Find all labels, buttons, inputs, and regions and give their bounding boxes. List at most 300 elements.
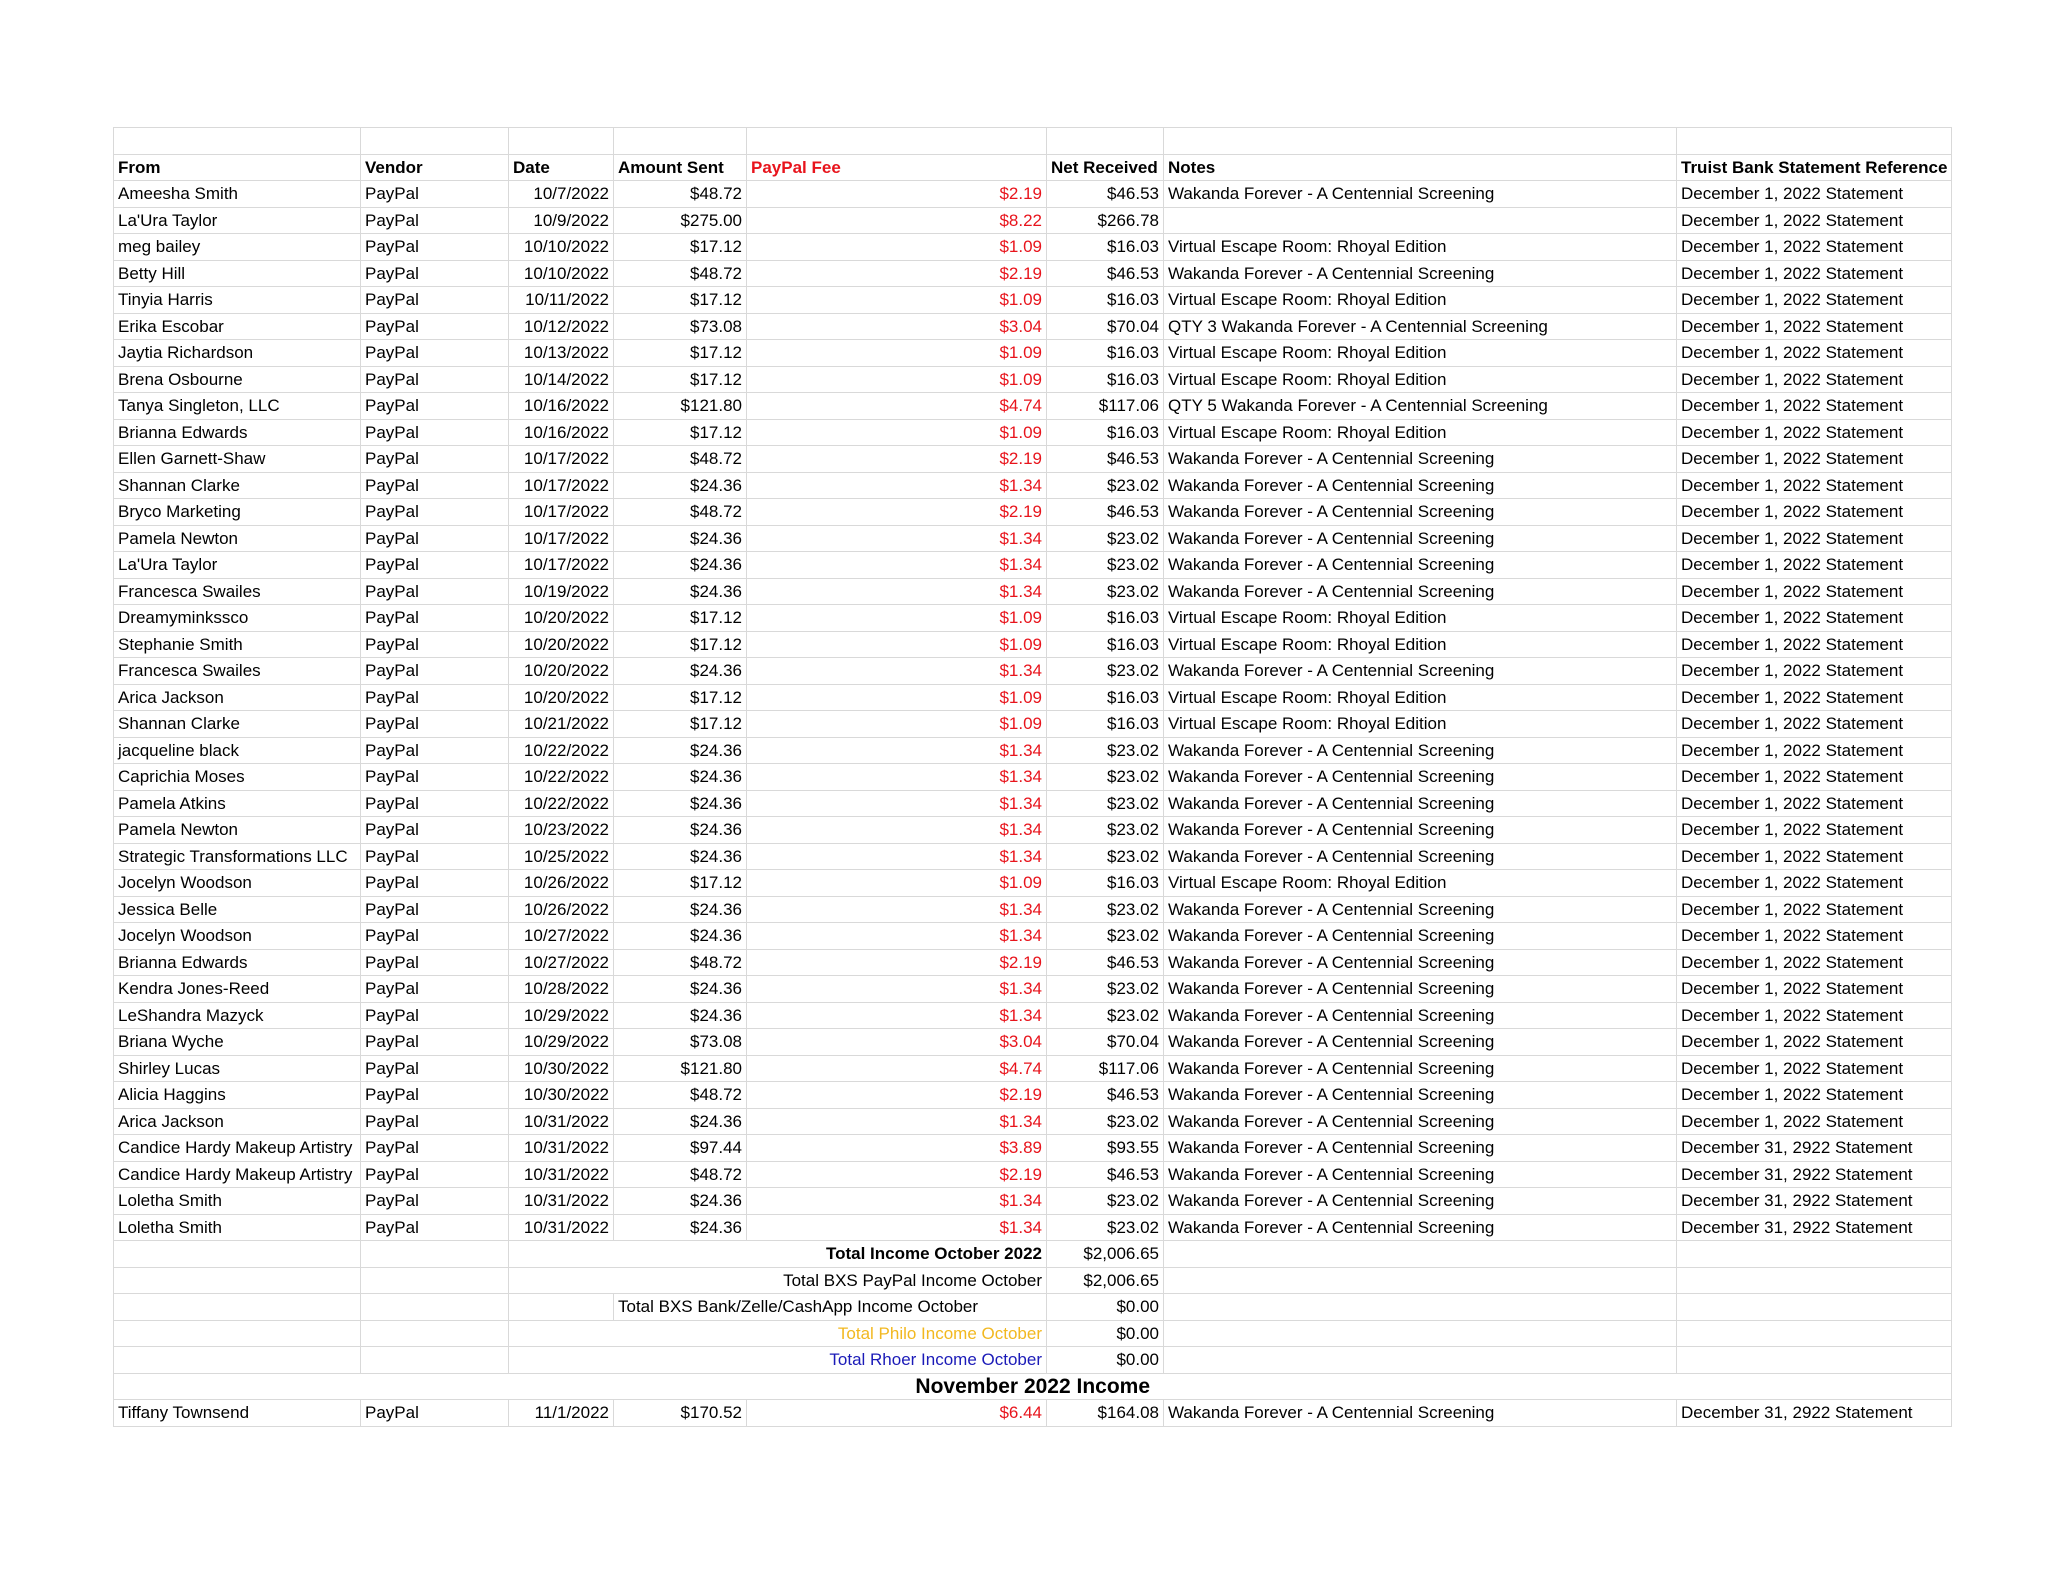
cell-net-received[interactable]: $16.03 <box>1047 287 1164 314</box>
cell-notes[interactable]: Virtual Escape Room: Rhoyal Edition <box>1164 605 1677 632</box>
cell-amount-sent[interactable]: $48.72 <box>614 260 747 287</box>
header-amount-sent[interactable]: Amount Sent <box>614 154 747 181</box>
cell-bank-ref[interactable]: December 1, 2022 Statement <box>1677 684 1952 711</box>
cell-amount-sent[interactable]: $24.36 <box>614 843 747 870</box>
cell-from[interactable]: Loletha Smith <box>114 1188 361 1215</box>
cell-notes[interactable]: Wakanda Forever - A Centennial Screening <box>1164 817 1677 844</box>
cell-vendor[interactable]: PayPal <box>361 552 509 579</box>
cell-bank-ref[interactable]: December 1, 2022 Statement <box>1677 843 1952 870</box>
cell-vendor[interactable]: PayPal <box>361 340 509 367</box>
cell-amount-sent[interactable]: $24.36 <box>614 1214 747 1241</box>
cell-amount-sent[interactable]: $48.72 <box>614 181 747 208</box>
cell-from[interactable]: Loletha Smith <box>114 1214 361 1241</box>
cell-vendor[interactable]: PayPal <box>361 181 509 208</box>
cell-paypal-fee[interactable]: $1.34 <box>747 1214 1047 1241</box>
cell-net-received[interactable]: $70.04 <box>1047 313 1164 340</box>
cell-date[interactable]: 10/29/2022 <box>509 1002 614 1029</box>
cell-notes[interactable]: QTY 5 Wakanda Forever - A Centennial Screening <box>1164 393 1677 420</box>
cell-notes[interactable]: Wakanda Forever - A Centennial Screening <box>1164 923 1677 950</box>
cell-net-received[interactable]: $23.02 <box>1047 1188 1164 1215</box>
cell-notes[interactable]: Virtual Escape Room: Rhoyal Edition <box>1164 419 1677 446</box>
cell-from[interactable]: Jaytia Richardson <box>114 340 361 367</box>
cell-bank-ref[interactable]: December 1, 2022 Statement <box>1677 1108 1952 1135</box>
cell-vendor[interactable]: PayPal <box>361 419 509 446</box>
cell-amount-sent[interactable]: $17.12 <box>614 419 747 446</box>
cell-amount-sent[interactable]: $24.36 <box>614 896 747 923</box>
cell-notes[interactable]: Wakanda Forever - A Centennial Screening <box>1164 896 1677 923</box>
cell-from[interactable]: Jessica Belle <box>114 896 361 923</box>
cell-vendor[interactable]: PayPal <box>361 843 509 870</box>
total-bank-label[interactable]: Total BXS Bank/Zelle/CashApp Income October <box>614 1294 1047 1321</box>
cell-notes[interactable]: QTY 3 Wakanda Forever - A Centennial Screening <box>1164 313 1677 340</box>
cell-net-received[interactable]: $266.78 <box>1047 207 1164 234</box>
cell-vendor[interactable]: PayPal <box>361 1214 509 1241</box>
cell-net-received[interactable]: $46.53 <box>1047 1161 1164 1188</box>
cell-bank-ref[interactable]: December 31, 2922 Statement <box>1677 1135 1952 1162</box>
cell-paypal-fee[interactable]: $1.09 <box>747 684 1047 711</box>
cell-date[interactable]: 10/20/2022 <box>509 605 614 632</box>
cell-vendor[interactable]: PayPal <box>361 976 509 1003</box>
cell-notes[interactable]: Wakanda Forever - A Centennial Screening <box>1164 1400 1677 1427</box>
cell-amount-sent[interactable]: $73.08 <box>614 313 747 340</box>
cell-date[interactable]: 10/16/2022 <box>509 393 614 420</box>
cell-bank-ref[interactable]: December 1, 2022 Statement <box>1677 181 1952 208</box>
cell-bank-ref[interactable]: December 31, 2922 Statement <box>1677 1400 1952 1427</box>
cell-paypal-fee[interactable]: $3.89 <box>747 1135 1047 1162</box>
cell-date[interactable]: 10/20/2022 <box>509 684 614 711</box>
cell-paypal-fee[interactable]: $1.09 <box>747 340 1047 367</box>
cell-vendor[interactable]: PayPal <box>361 1055 509 1082</box>
cell-from[interactable]: Tinyia Harris <box>114 287 361 314</box>
cell-notes[interactable]: Wakanda Forever - A Centennial Screening <box>1164 790 1677 817</box>
cell-paypal-fee[interactable]: $1.34 <box>747 1188 1047 1215</box>
cell-bank-ref[interactable]: December 1, 2022 Statement <box>1677 578 1952 605</box>
cell-vendor[interactable]: PayPal <box>361 711 509 738</box>
cell-net-received[interactable]: $23.02 <box>1047 923 1164 950</box>
cell-from[interactable]: Kendra Jones-Reed <box>114 976 361 1003</box>
cell-date[interactable]: 10/22/2022 <box>509 790 614 817</box>
cell-amount-sent[interactable]: $48.72 <box>614 1082 747 1109</box>
cell-amount-sent[interactable]: $97.44 <box>614 1135 747 1162</box>
cell-amount-sent[interactable]: $24.36 <box>614 764 747 791</box>
cell-vendor[interactable]: PayPal <box>361 1400 509 1427</box>
cell-bank-ref[interactable]: December 1, 2022 Statement <box>1677 393 1952 420</box>
cell-from[interactable]: Ameesha Smith <box>114 181 361 208</box>
cell-date[interactable]: 10/7/2022 <box>509 181 614 208</box>
cell-bank-ref[interactable]: December 1, 2022 Statement <box>1677 1002 1952 1029</box>
cell-amount-sent[interactable]: $73.08 <box>614 1029 747 1056</box>
cell-notes[interactable]: Wakanda Forever - A Centennial Screening <box>1164 181 1677 208</box>
cell-notes[interactable] <box>1164 207 1677 234</box>
cell-notes[interactable]: Wakanda Forever - A Centennial Screening <box>1164 949 1677 976</box>
total-rhoer-label[interactable]: Total Rhoer Income October <box>509 1347 1047 1374</box>
cell-vendor[interactable]: PayPal <box>361 658 509 685</box>
cell-amount-sent[interactable]: $17.12 <box>614 684 747 711</box>
cell-amount-sent[interactable]: $24.36 <box>614 1108 747 1135</box>
cell-notes[interactable]: Wakanda Forever - A Centennial Screening <box>1164 1108 1677 1135</box>
cell-vendor[interactable]: PayPal <box>361 1108 509 1135</box>
cell-vendor[interactable]: PayPal <box>361 313 509 340</box>
cell-notes[interactable]: Virtual Escape Room: Rhoyal Edition <box>1164 287 1677 314</box>
cell-net-received[interactable]: $164.08 <box>1047 1400 1164 1427</box>
cell-paypal-fee[interactable]: $2.19 <box>747 1161 1047 1188</box>
cell-amount-sent[interactable]: $24.36 <box>614 552 747 579</box>
cell-notes[interactable]: Wakanda Forever - A Centennial Screening <box>1164 1055 1677 1082</box>
cell-date[interactable]: 10/14/2022 <box>509 366 614 393</box>
cell-vendor[interactable]: PayPal <box>361 1161 509 1188</box>
cell-amount-sent[interactable]: $24.36 <box>614 472 747 499</box>
cell-notes[interactable]: Virtual Escape Room: Rhoyal Edition <box>1164 631 1677 658</box>
cell-paypal-fee[interactable]: $1.09 <box>747 605 1047 632</box>
cell-vendor[interactable]: PayPal <box>361 525 509 552</box>
cell-net-received[interactable]: $117.06 <box>1047 393 1164 420</box>
cell-date[interactable]: 10/17/2022 <box>509 472 614 499</box>
cell-vendor[interactable]: PayPal <box>361 605 509 632</box>
cell-from[interactable]: Candice Hardy Makeup Artistry <box>114 1161 361 1188</box>
cell-net-received[interactable]: $23.02 <box>1047 578 1164 605</box>
cell-paypal-fee[interactable]: $3.04 <box>747 1029 1047 1056</box>
cell-vendor[interactable]: PayPal <box>361 366 509 393</box>
cell-notes[interactable]: Virtual Escape Room: Rhoyal Edition <box>1164 711 1677 738</box>
cell-amount-sent[interactable]: $121.80 <box>614 1055 747 1082</box>
cell-date[interactable]: 10/31/2022 <box>509 1214 614 1241</box>
cell-notes[interactable]: Wakanda Forever - A Centennial Screening <box>1164 578 1677 605</box>
cell-vendor[interactable]: PayPal <box>361 1188 509 1215</box>
cell-bank-ref[interactable]: December 1, 2022 Statement <box>1677 446 1952 473</box>
cell-notes[interactable]: Wakanda Forever - A Centennial Screening <box>1164 472 1677 499</box>
cell-notes[interactable]: Wakanda Forever - A Centennial Screening <box>1164 1082 1677 1109</box>
cell-notes[interactable]: Wakanda Forever - A Centennial Screening <box>1164 260 1677 287</box>
cell-from[interactable]: Alicia Haggins <box>114 1082 361 1109</box>
cell-notes[interactable]: Wakanda Forever - A Centennial Screening <box>1164 1135 1677 1162</box>
cell-date[interactable]: 10/22/2022 <box>509 737 614 764</box>
cell-from[interactable]: meg bailey <box>114 234 361 261</box>
cell-from[interactable]: Strategic Transformations LLC <box>114 843 361 870</box>
cell-net-received[interactable]: $46.53 <box>1047 181 1164 208</box>
total-income-label[interactable]: Total Income October 2022 <box>509 1241 1047 1268</box>
cell-from[interactable]: jacqueline black <box>114 737 361 764</box>
cell-net-received[interactable]: $23.02 <box>1047 658 1164 685</box>
cell-bank-ref[interactable]: December 1, 2022 Statement <box>1677 605 1952 632</box>
cell-net-received[interactable]: $23.02 <box>1047 472 1164 499</box>
cell-net-received[interactable]: $23.02 <box>1047 737 1164 764</box>
cell-net-received[interactable]: $16.03 <box>1047 340 1164 367</box>
total-paypal-label[interactable]: Total BXS PayPal Income October <box>509 1267 1047 1294</box>
cell-paypal-fee[interactable]: $1.09 <box>747 234 1047 261</box>
cell-notes[interactable]: Wakanda Forever - A Centennial Screening <box>1164 552 1677 579</box>
cell-notes[interactable]: Wakanda Forever - A Centennial Screening <box>1164 1188 1677 1215</box>
cell-bank-ref[interactable]: December 1, 2022 Statement <box>1677 234 1952 261</box>
cell-date[interactable]: 10/17/2022 <box>509 552 614 579</box>
cell-vendor[interactable]: PayPal <box>361 287 509 314</box>
cell-date[interactable]: 10/30/2022 <box>509 1055 614 1082</box>
cell-amount-sent[interactable]: $24.36 <box>614 923 747 950</box>
cell-from[interactable]: Shannan Clarke <box>114 472 361 499</box>
cell-paypal-fee[interactable]: $1.09 <box>747 366 1047 393</box>
cell-paypal-fee[interactable]: $2.19 <box>747 446 1047 473</box>
cell-vendor[interactable]: PayPal <box>361 234 509 261</box>
cell-amount-sent[interactable]: $24.36 <box>614 578 747 605</box>
cell-net-received[interactable]: $70.04 <box>1047 1029 1164 1056</box>
cell-amount-sent[interactable]: $17.12 <box>614 234 747 261</box>
cell-paypal-fee[interactable]: $3.04 <box>747 313 1047 340</box>
cell-bank-ref[interactable]: December 1, 2022 Statement <box>1677 525 1952 552</box>
cell-date[interactable]: 10/11/2022 <box>509 287 614 314</box>
cell-from[interactable]: Francesca Swailes <box>114 658 361 685</box>
cell-date[interactable]: 10/17/2022 <box>509 446 614 473</box>
cell-net-received[interactable]: $23.02 <box>1047 525 1164 552</box>
cell-from[interactable]: Pamela Atkins <box>114 790 361 817</box>
cell-vendor[interactable]: PayPal <box>361 446 509 473</box>
cell-from[interactable]: Brianna Edwards <box>114 949 361 976</box>
cell-date[interactable]: 10/31/2022 <box>509 1161 614 1188</box>
total-income-value[interactable]: $2,006.65 <box>1047 1241 1164 1268</box>
cell-paypal-fee[interactable]: $1.34 <box>747 578 1047 605</box>
cell-amount-sent[interactable]: $48.72 <box>614 446 747 473</box>
cell-bank-ref[interactable]: December 1, 2022 Statement <box>1677 499 1952 526</box>
cell-date[interactable]: 10/13/2022 <box>509 340 614 367</box>
cell-vendor[interactable]: PayPal <box>361 737 509 764</box>
cell-net-received[interactable]: $23.02 <box>1047 843 1164 870</box>
cell-from[interactable]: Shirley Lucas <box>114 1055 361 1082</box>
cell-date[interactable]: 10/27/2022 <box>509 949 614 976</box>
cell-paypal-fee[interactable]: $1.34 <box>747 923 1047 950</box>
cell-date[interactable]: 10/17/2022 <box>509 499 614 526</box>
cell-net-received[interactable]: $16.03 <box>1047 684 1164 711</box>
cell-from[interactable]: LeShandra Mazyck <box>114 1002 361 1029</box>
cell-paypal-fee[interactable]: $1.34 <box>747 1108 1047 1135</box>
cell-net-received[interactable]: $117.06 <box>1047 1055 1164 1082</box>
cell-from[interactable]: Arica Jackson <box>114 1108 361 1135</box>
cell-date[interactable]: 10/31/2022 <box>509 1108 614 1135</box>
cell-amount-sent[interactable]: $24.36 <box>614 1188 747 1215</box>
cell-net-received[interactable]: $16.03 <box>1047 711 1164 738</box>
cell-notes[interactable]: Wakanda Forever - A Centennial Screening <box>1164 737 1677 764</box>
cell-from[interactable]: Bryco Marketing <box>114 499 361 526</box>
cell-date[interactable]: 10/31/2022 <box>509 1135 614 1162</box>
cell-vendor[interactable]: PayPal <box>361 870 509 897</box>
cell-amount-sent[interactable]: $48.72 <box>614 1161 747 1188</box>
cell-vendor[interactable]: PayPal <box>361 1002 509 1029</box>
cell-bank-ref[interactable]: December 1, 2022 Statement <box>1677 1055 1952 1082</box>
cell-vendor[interactable]: PayPal <box>361 949 509 976</box>
cell-bank-ref[interactable]: December 1, 2022 Statement <box>1677 631 1952 658</box>
cell-amount-sent[interactable]: $17.12 <box>614 631 747 658</box>
cell-from[interactable]: Pamela Newton <box>114 817 361 844</box>
cell-from[interactable]: Jocelyn Woodson <box>114 870 361 897</box>
cell-from[interactable]: Brena Osbourne <box>114 366 361 393</box>
cell-amount-sent[interactable]: $24.36 <box>614 1002 747 1029</box>
cell-from[interactable]: Jocelyn Woodson <box>114 923 361 950</box>
cell-paypal-fee[interactable]: $1.09 <box>747 419 1047 446</box>
cell-paypal-fee[interactable]: $1.34 <box>747 764 1047 791</box>
header-notes[interactable]: Notes <box>1164 154 1677 181</box>
cell-from[interactable]: La'Ura Taylor <box>114 207 361 234</box>
cell-from[interactable]: Ellen Garnett-Shaw <box>114 446 361 473</box>
cell-vendor[interactable]: PayPal <box>361 764 509 791</box>
cell-amount-sent[interactable]: $48.72 <box>614 499 747 526</box>
cell-net-received[interactable]: $16.03 <box>1047 366 1164 393</box>
cell-amount-sent[interactable]: $121.80 <box>614 393 747 420</box>
cell-amount-sent[interactable]: $24.36 <box>614 976 747 1003</box>
cell-amount-sent[interactable]: $17.12 <box>614 870 747 897</box>
cell-date[interactable]: 10/10/2022 <box>509 260 614 287</box>
cell-from[interactable]: Dreamyminkssco <box>114 605 361 632</box>
cell-notes[interactable]: Virtual Escape Room: Rhoyal Edition <box>1164 684 1677 711</box>
cell-amount-sent[interactable]: $24.36 <box>614 790 747 817</box>
cell-paypal-fee[interactable]: $1.09 <box>747 870 1047 897</box>
total-paypal-value[interactable]: $2,006.65 <box>1047 1267 1164 1294</box>
cell-net-received[interactable]: $23.02 <box>1047 1214 1164 1241</box>
cell-bank-ref[interactable]: December 1, 2022 Statement <box>1677 207 1952 234</box>
cell-from[interactable]: Shannan Clarke <box>114 711 361 738</box>
cell-date[interactable]: 10/20/2022 <box>509 658 614 685</box>
cell-net-received[interactable]: $93.55 <box>1047 1135 1164 1162</box>
cell-date[interactable]: 10/30/2022 <box>509 1082 614 1109</box>
cell-from[interactable]: Briana Wyche <box>114 1029 361 1056</box>
cell-date[interactable]: 10/27/2022 <box>509 923 614 950</box>
cell-date[interactable]: 10/10/2022 <box>509 234 614 261</box>
cell-from[interactable]: Tanya Singleton, LLC <box>114 393 361 420</box>
cell-bank-ref[interactable]: December 1, 2022 Statement <box>1677 711 1952 738</box>
cell-bank-ref[interactable]: December 1, 2022 Statement <box>1677 896 1952 923</box>
cell-bank-ref[interactable]: December 31, 2922 Statement <box>1677 1161 1952 1188</box>
cell-paypal-fee[interactable]: $1.34 <box>747 472 1047 499</box>
cell-date[interactable]: 10/17/2022 <box>509 525 614 552</box>
cell-vendor[interactable]: PayPal <box>361 260 509 287</box>
header-paypal-fee[interactable]: PayPal Fee <box>747 154 1047 181</box>
cell-bank-ref[interactable]: December 1, 2022 Statement <box>1677 419 1952 446</box>
cell-paypal-fee[interactable]: $1.34 <box>747 790 1047 817</box>
cell-bank-ref[interactable]: December 1, 2022 Statement <box>1677 764 1952 791</box>
cell-vendor[interactable]: PayPal <box>361 1082 509 1109</box>
cell-paypal-fee[interactable]: $2.19 <box>747 949 1047 976</box>
cell-date[interactable]: 10/28/2022 <box>509 976 614 1003</box>
cell-from[interactable]: Candice Hardy Makeup Artistry <box>114 1135 361 1162</box>
cell-amount-sent[interactable]: $24.36 <box>614 658 747 685</box>
cell-vendor[interactable]: PayPal <box>361 207 509 234</box>
cell-from[interactable]: Francesca Swailes <box>114 578 361 605</box>
cell-bank-ref[interactable]: December 1, 2022 Statement <box>1677 313 1952 340</box>
cell-notes[interactable]: Wakanda Forever - A Centennial Screening <box>1164 1002 1677 1029</box>
cell-vendor[interactable]: PayPal <box>361 684 509 711</box>
total-philo-label[interactable]: Total Philo Income October <box>509 1320 1047 1347</box>
cell-net-received[interactable]: $46.53 <box>1047 1082 1164 1109</box>
cell-bank-ref[interactable]: December 31, 2922 Statement <box>1677 1188 1952 1215</box>
cell-net-received[interactable]: $23.02 <box>1047 790 1164 817</box>
cell-net-received[interactable]: $23.02 <box>1047 552 1164 579</box>
cell-bank-ref[interactable]: December 1, 2022 Statement <box>1677 949 1952 976</box>
cell-paypal-fee[interactable]: $1.34 <box>747 1002 1047 1029</box>
cell-date[interactable]: 10/26/2022 <box>509 896 614 923</box>
cell-notes[interactable]: Virtual Escape Room: Rhoyal Edition <box>1164 340 1677 367</box>
cell-bank-ref[interactable]: December 1, 2022 Statement <box>1677 658 1952 685</box>
cell-vendor[interactable]: PayPal <box>361 1135 509 1162</box>
cell-paypal-fee[interactable]: $1.34 <box>747 552 1047 579</box>
cell-date[interactable]: 10/22/2022 <box>509 764 614 791</box>
cell-paypal-fee[interactable]: $6.44 <box>747 1400 1047 1427</box>
cell-net-received[interactable]: $23.02 <box>1047 1002 1164 1029</box>
cell-notes[interactable]: Wakanda Forever - A Centennial Screening <box>1164 1214 1677 1241</box>
cell-notes[interactable]: Wakanda Forever - A Centennial Screening <box>1164 976 1677 1003</box>
cell-net-received[interactable]: $23.02 <box>1047 764 1164 791</box>
cell-bank-ref[interactable]: December 1, 2022 Statement <box>1677 1029 1952 1056</box>
cell-from[interactable]: Arica Jackson <box>114 684 361 711</box>
cell-vendor[interactable]: PayPal <box>361 393 509 420</box>
cell-date[interactable]: 10/21/2022 <box>509 711 614 738</box>
cell-date[interactable]: 11/1/2022 <box>509 1400 614 1427</box>
cell-paypal-fee[interactable]: $1.34 <box>747 525 1047 552</box>
cell-net-received[interactable]: $23.02 <box>1047 817 1164 844</box>
cell-bank-ref[interactable]: December 1, 2022 Statement <box>1677 340 1952 367</box>
cell-paypal-fee[interactable]: $1.09 <box>747 711 1047 738</box>
cell-bank-ref[interactable]: December 1, 2022 Statement <box>1677 870 1952 897</box>
cell-bank-ref[interactable]: December 1, 2022 Statement <box>1677 552 1952 579</box>
cell-from[interactable]: Betty Hill <box>114 260 361 287</box>
cell-paypal-fee[interactable]: $1.09 <box>747 287 1047 314</box>
cell-net-received[interactable]: $23.02 <box>1047 1108 1164 1135</box>
cell-amount-sent[interactable]: $170.52 <box>614 1400 747 1427</box>
cell-amount-sent[interactable]: $24.36 <box>614 525 747 552</box>
cell-notes[interactable]: Virtual Escape Room: Rhoyal Edition <box>1164 870 1677 897</box>
cell-bank-ref[interactable]: December 1, 2022 Statement <box>1677 287 1952 314</box>
cell-paypal-fee[interactable]: $1.34 <box>747 843 1047 870</box>
cell-amount-sent[interactable]: $17.12 <box>614 340 747 367</box>
cell-date[interactable]: 10/23/2022 <box>509 817 614 844</box>
cell-amount-sent[interactable]: $48.72 <box>614 949 747 976</box>
total-philo-value[interactable]: $0.00 <box>1047 1320 1164 1347</box>
cell-paypal-fee[interactable]: $1.34 <box>747 817 1047 844</box>
cell-date[interactable]: 10/16/2022 <box>509 419 614 446</box>
cell-paypal-fee[interactable]: $2.19 <box>747 181 1047 208</box>
cell-paypal-fee[interactable]: $4.74 <box>747 1055 1047 1082</box>
cell-from[interactable]: Stephanie Smith <box>114 631 361 658</box>
cell-bank-ref[interactable]: December 1, 2022 Statement <box>1677 1082 1952 1109</box>
cell-notes[interactable]: Wakanda Forever - A Centennial Screening <box>1164 446 1677 473</box>
cell-date[interactable]: 10/26/2022 <box>509 870 614 897</box>
cell-amount-sent[interactable]: $24.36 <box>614 737 747 764</box>
cell-notes[interactable]: Virtual Escape Room: Rhoyal Edition <box>1164 366 1677 393</box>
cell-notes[interactable]: Wakanda Forever - A Centennial Screening <box>1164 843 1677 870</box>
cell-net-received[interactable]: $23.02 <box>1047 896 1164 923</box>
cell-paypal-fee[interactable]: $4.74 <box>747 393 1047 420</box>
cell-notes[interactable]: Wakanda Forever - A Centennial Screening <box>1164 525 1677 552</box>
cell-notes[interactable]: Wakanda Forever - A Centennial Screening <box>1164 499 1677 526</box>
cell-paypal-fee[interactable]: $2.19 <box>747 499 1047 526</box>
cell-net-received[interactable]: $46.53 <box>1047 260 1164 287</box>
total-bank-value[interactable]: $0.00 <box>1047 1294 1164 1321</box>
cell-bank-ref[interactable]: December 1, 2022 Statement <box>1677 472 1952 499</box>
cell-amount-sent[interactable]: $17.12 <box>614 287 747 314</box>
cell-vendor[interactable]: PayPal <box>361 578 509 605</box>
cell-net-received[interactable]: $16.03 <box>1047 234 1164 261</box>
cell-net-received[interactable]: $46.53 <box>1047 499 1164 526</box>
cell-amount-sent[interactable]: $24.36 <box>614 817 747 844</box>
cell-vendor[interactable]: PayPal <box>361 923 509 950</box>
cell-from[interactable]: Pamela Newton <box>114 525 361 552</box>
cell-vendor[interactable]: PayPal <box>361 1029 509 1056</box>
header-net-received[interactable]: Net Received <box>1047 154 1164 181</box>
cell-from[interactable]: Tiffany Townsend <box>114 1400 361 1427</box>
cell-date[interactable]: 10/31/2022 <box>509 1188 614 1215</box>
cell-paypal-fee[interactable]: $1.34 <box>747 658 1047 685</box>
cell-net-received[interactable]: $16.03 <box>1047 631 1164 658</box>
cell-paypal-fee[interactable]: $2.19 <box>747 260 1047 287</box>
cell-bank-ref[interactable]: December 1, 2022 Statement <box>1677 790 1952 817</box>
cell-net-received[interactable]: $16.03 <box>1047 870 1164 897</box>
cell-date[interactable]: 10/25/2022 <box>509 843 614 870</box>
cell-bank-ref[interactable]: December 31, 2922 Statement <box>1677 1214 1952 1241</box>
